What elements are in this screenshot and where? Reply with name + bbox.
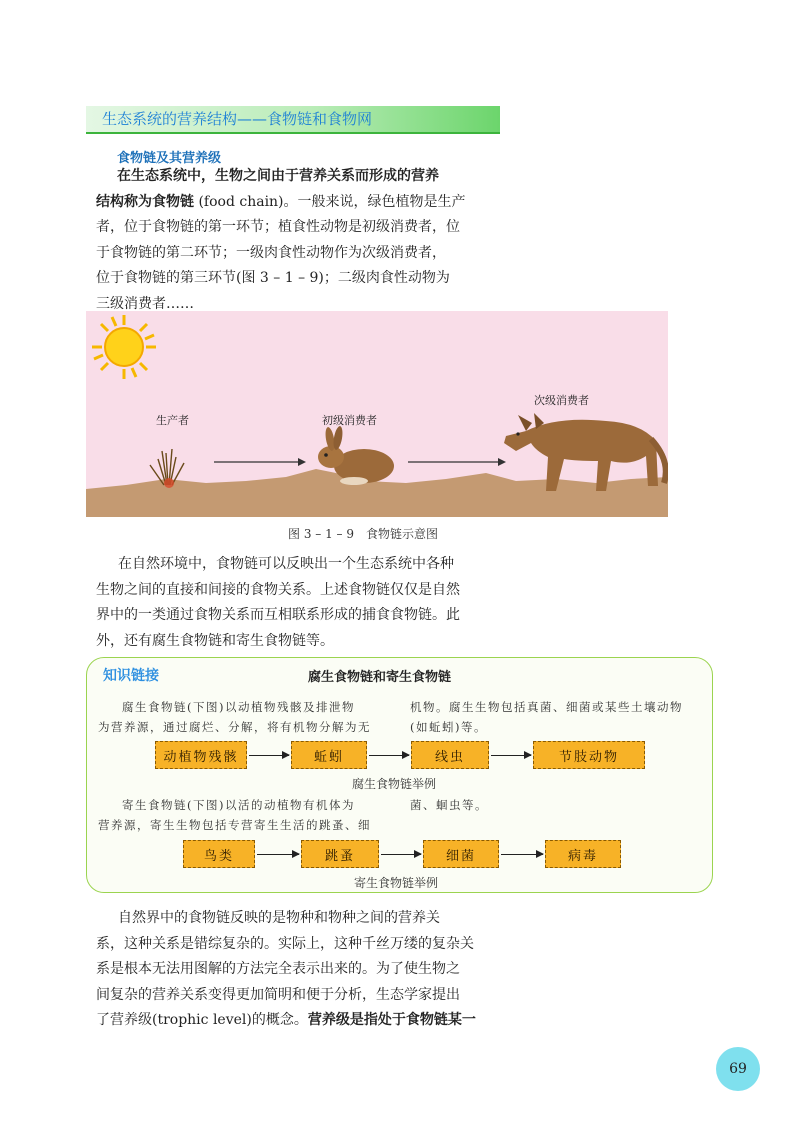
para3-line5: 了营养级(trophic level)的概念。 (96, 1012, 308, 1028)
subsection-title: 食物链及其营养级 (117, 151, 222, 166)
chain1-arrow-1 (249, 755, 289, 756)
para1-line3: 者，位于食物链的第一环节；植食性动物是初级消费者，位 (96, 219, 460, 235)
k1-left-line2: 为营养源，通过腐烂、分解，将有机物分解为无 (98, 720, 371, 734)
k1-right-line1: 机物。腐生生物包括真菌、细菌或某些土壤动物 (410, 700, 683, 714)
para2-line2: 生物之间的直接和间接的食物关系。上述食物链仅仅是自然 (96, 581, 460, 598)
k1-right-line2: (如蚯蚓)等。 (410, 720, 487, 734)
chain2-arrow-3 (501, 854, 543, 855)
chain1-box-1: 动植物残骸 (155, 741, 247, 769)
para3-line1: 自然界中的食物链反映的是物种和物种之间的营养关 (118, 910, 440, 926)
k2-left-line1: 寄生食物链(下图)以活的动植物有机体为 (122, 798, 355, 812)
section-title: 生态系统的营养结构——食物链和食物网 (102, 110, 373, 128)
paragraph-2 (96, 552, 460, 654)
k2-left-line2: 营养源，寄生生物包括专营寄生生活的跳蚤、细 (98, 818, 371, 832)
knowledge-text1-left (98, 697, 371, 737)
chain2-box-1: 鸟类 (183, 840, 255, 868)
paragraph-1 (96, 164, 466, 317)
knowledge-text1-right (410, 697, 683, 737)
label-primary-consumer: 初级消费者 (322, 414, 377, 427)
para3-line2: 系，这种关系是错综复杂的。实际上，这种千丝万缕的复杂关 (96, 935, 474, 952)
chain2-arrow-2 (381, 854, 421, 855)
para2-line4: 外，还有腐生食物链和寄生食物链等。 (96, 632, 334, 649)
para3-line4: 间复杂的营养关系变得更加简明和便于分析，生态学家提出 (96, 986, 460, 1003)
para1-line1: 在生态系统中，生物之间由于营养关系而形成的营养 (117, 168, 439, 184)
chain1-box-3: 线虫 (411, 741, 489, 769)
page-number-text: 69 (729, 1061, 747, 1077)
para1-line5: 位于食物链的第三环节(图 3 – 1 – 9)；二级肉食性动物为 (96, 270, 450, 286)
para1-line6: 三级消费者…… (96, 295, 194, 312)
chain1-box-4: 节肢动物 (533, 741, 645, 769)
para2-line3: 界中的一类通过食物关系而互相联系形成的捕食食物链。此 (96, 607, 460, 623)
para1-line2: (food chain)。一般来说，绿色植物是生产 (194, 193, 466, 210)
knowledge-title: 腐生食物链和寄生食物链 (308, 670, 452, 685)
k2-right-line1: 菌、蛔虫等。 (410, 798, 488, 812)
para1-line4: 于食物链的第二环节；一级肉食性动物作为次级消费者， (96, 244, 446, 261)
sun-icon (92, 315, 156, 379)
k1-left-line1: 腐生食物链(下图)以动植物残骸及排泄物 (122, 700, 355, 714)
knowledge-tag: 知识链接 (103, 668, 159, 684)
knowledge-text2-left (98, 795, 371, 835)
grass-flower (164, 478, 174, 488)
paragraph-3 (96, 906, 476, 1034)
label-producer: 生产者 (156, 414, 189, 427)
chain1-arrow-3 (491, 755, 531, 756)
para3-line5-bold: 营养级是指处于食物链某一 (307, 1012, 476, 1028)
chain1-box-2: 蚯蚓 (291, 741, 367, 769)
chain2-arrow-1 (257, 854, 299, 855)
para3-line3: 系是根本无法用图解的方法完全表示出来的。为了使生物之 (96, 961, 460, 977)
label-secondary-consumer: 次级消费者 (534, 394, 589, 407)
chain2-box-2: 跳蚤 (301, 840, 379, 868)
figure-caption: 图 3 – 1 – 9 食物链示意图 (288, 527, 438, 541)
knowledge-text2-right (410, 795, 488, 815)
chain2-caption: 寄生食物链举例 (354, 876, 439, 890)
food-chain-illustration (86, 311, 668, 517)
chain1-caption: 腐生食物链举例 (352, 777, 437, 791)
page-number (716, 1047, 760, 1091)
chain2-box-4: 病毒 (545, 840, 621, 868)
chain1-arrow-2 (369, 755, 409, 756)
chain2-box-3: 细菌 (423, 840, 499, 868)
para1-line2-bold: 结构称为食物链 (96, 193, 194, 210)
para2-line1: 在自然环境中，食物链可以反映出一个生态系统中各种 (118, 556, 454, 572)
